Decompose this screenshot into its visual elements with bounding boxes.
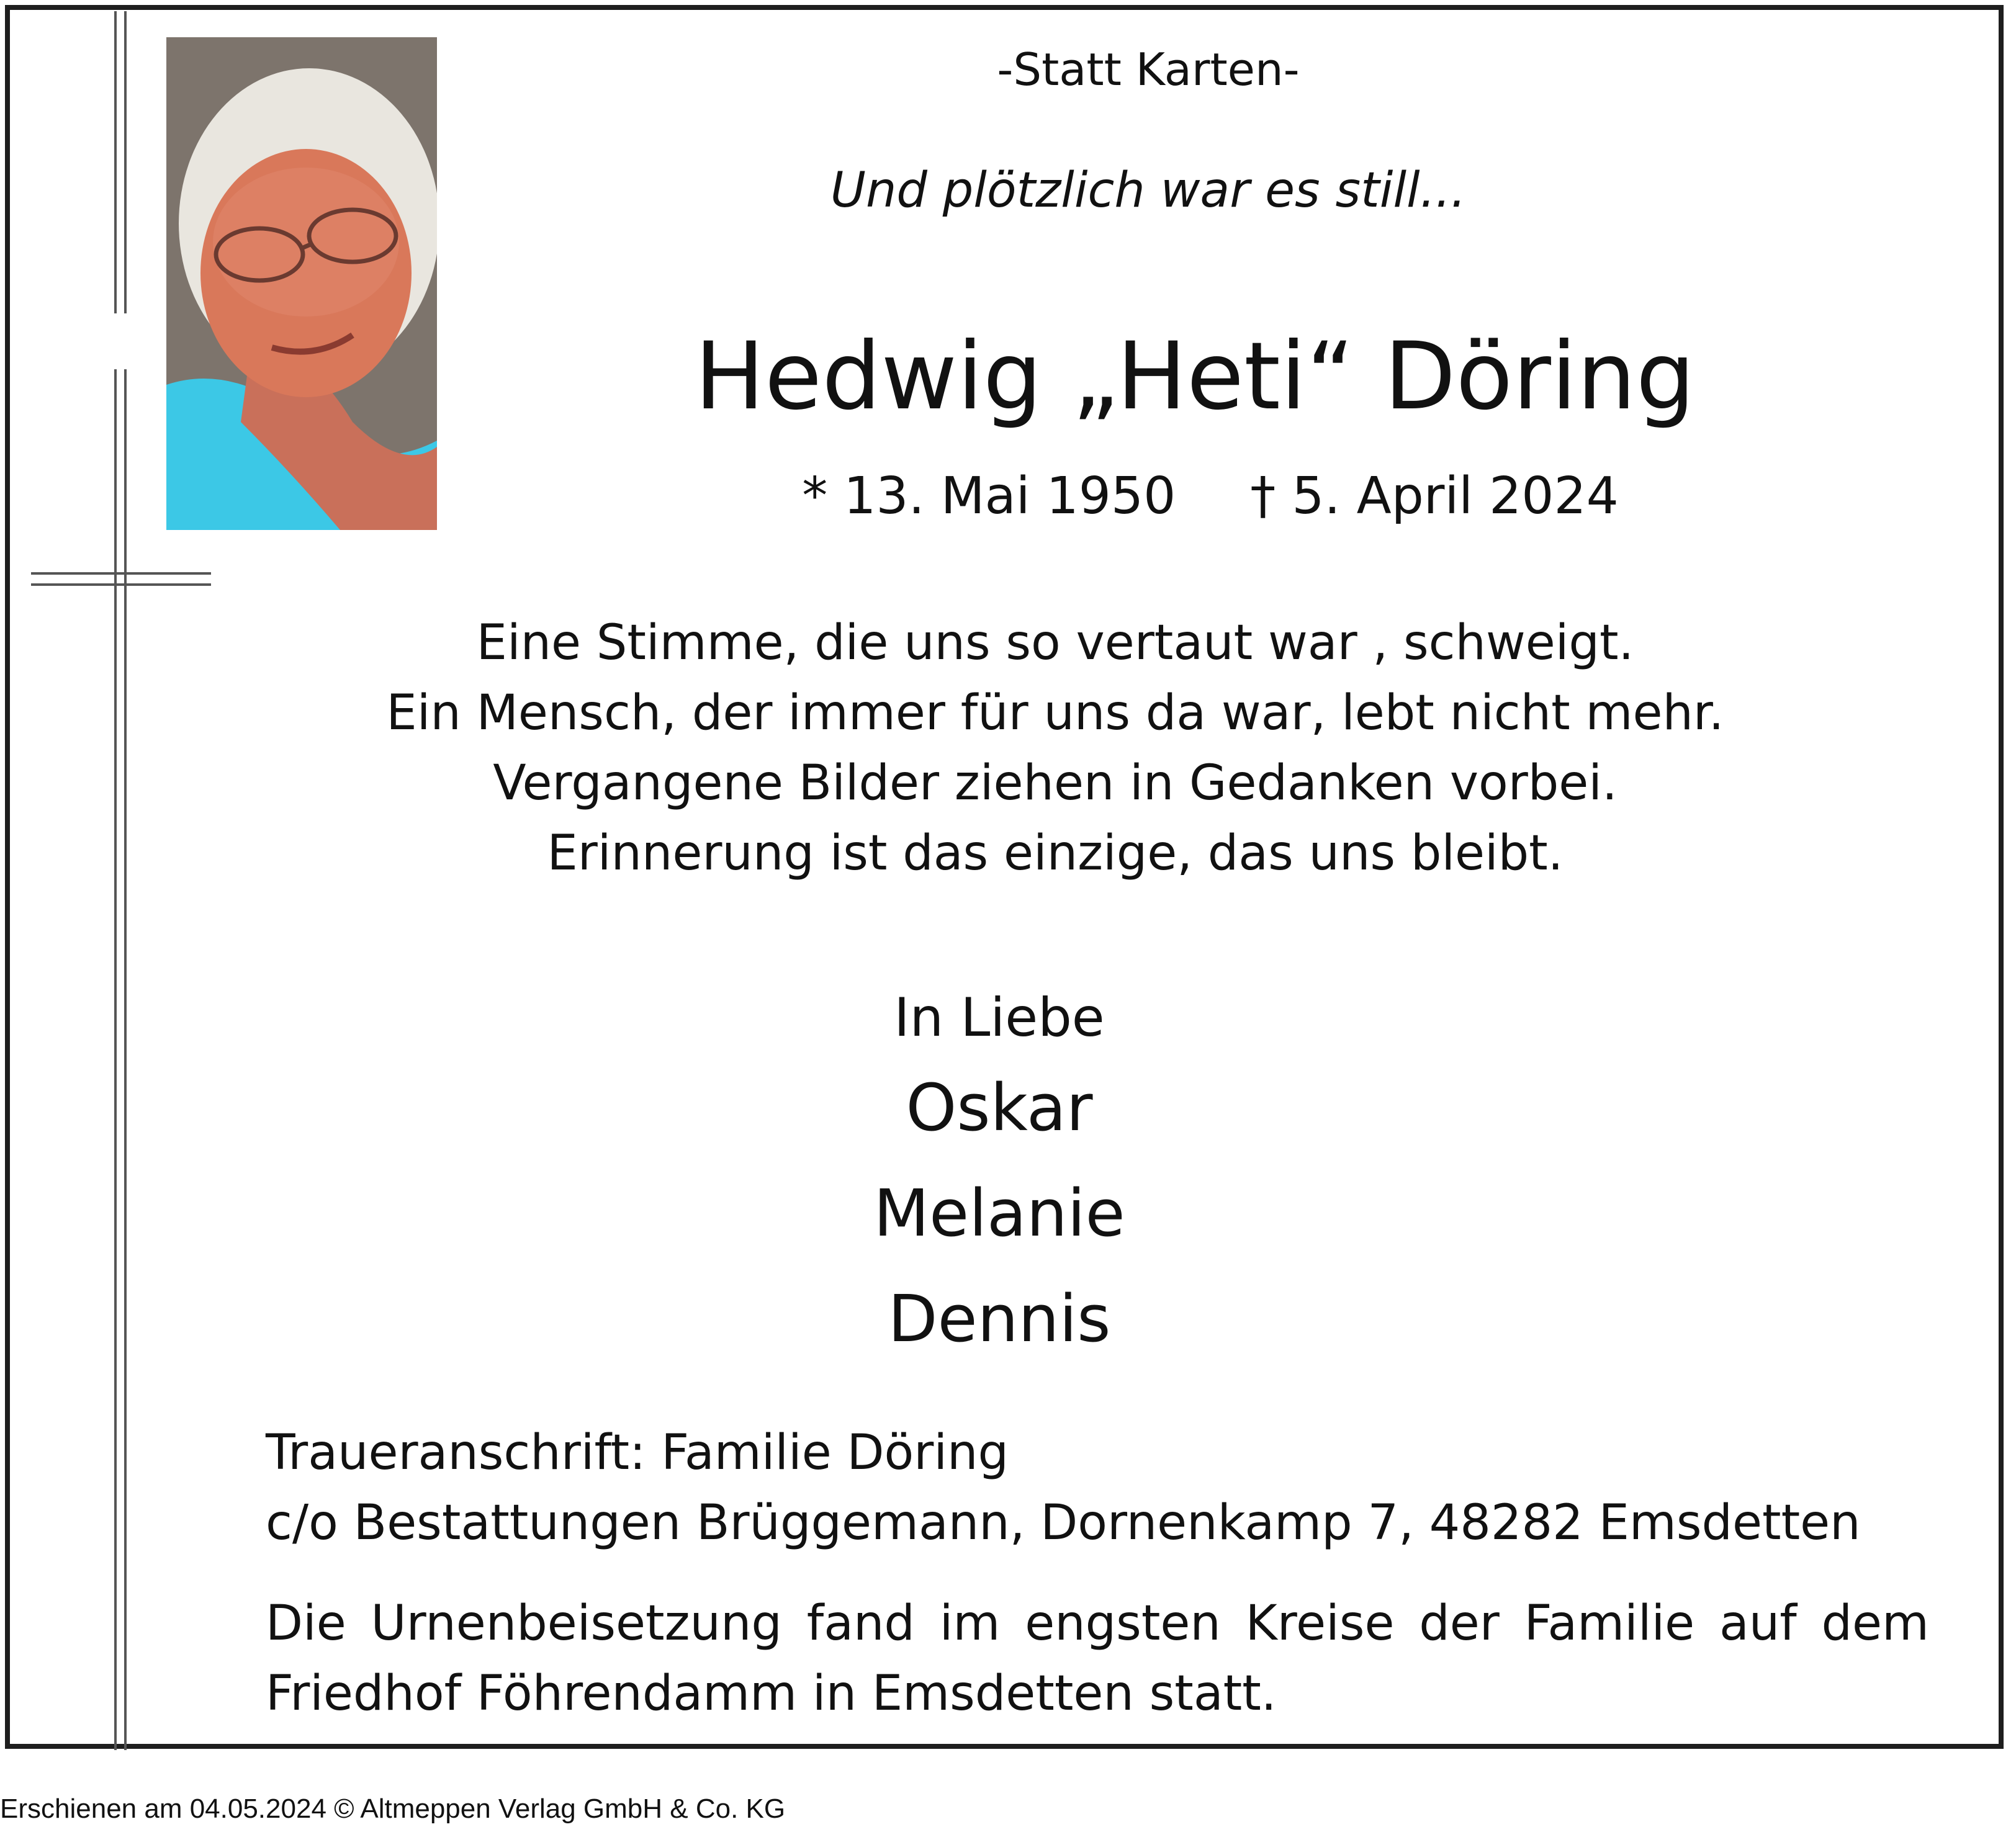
mourner-name: Melanie [873,1175,1125,1251]
cross-vertical-line-right [124,11,127,1750]
mourner-name: Dennis [888,1281,1111,1357]
verse-line: Erinnerung ist das einzige, das uns bleibt. [547,825,1564,881]
deceased-name: Hedwig „Heti“ Döring [695,323,1695,431]
cross-horizontal-line-top [31,572,211,575]
verse-line: Vergangene Bilder ziehen in Gedanken vorbei. [493,755,1618,811]
verse-line: Eine Stimme, die uns so vertaut war , schweigt. [476,615,1634,671]
mourning-address [266,1418,1929,1558]
memorial-verse [310,608,1800,889]
portrait-photo [166,37,437,530]
death-date: † 5. April 2024 [1250,467,1619,526]
burial-note: Die Urnenbeisetzung fand im engsten Kreise der Familie auf dem Friedhof Föhrendamm in Emsdetten statt. [266,1596,1929,1722]
statt-karten: -Statt Karten- [997,43,1300,96]
mourners [751,981,1248,1372]
portrait-illustration [166,37,437,530]
publication-footer: Erschienen am 04.05.2024 © Altmeppen Verlag GmbH & Co. KG [0,1794,786,1824]
cross-gap [106,313,137,369]
mourner-name: Oskar [906,1070,1093,1146]
address-line-1: Traueranschrift: Familie Döring [266,1425,1009,1481]
address-line-2: c/o Bestattungen Brüggemann, Dornenkamp 7, 48282 Emsdetten [266,1495,1861,1551]
birth-date: * 13. Mai 1950 [802,467,1176,526]
in-liebe: In Liebe [894,987,1105,1049]
life-dates [776,467,1645,526]
cross-horizontal-line-bottom [31,583,211,586]
verse-line: Ein Mensch, der immer für uns da war, lebt nicht mehr. [386,685,1724,741]
motto: Und plötzlich war es still... [830,163,1467,218]
cross-vertical-line-left [114,11,117,1750]
